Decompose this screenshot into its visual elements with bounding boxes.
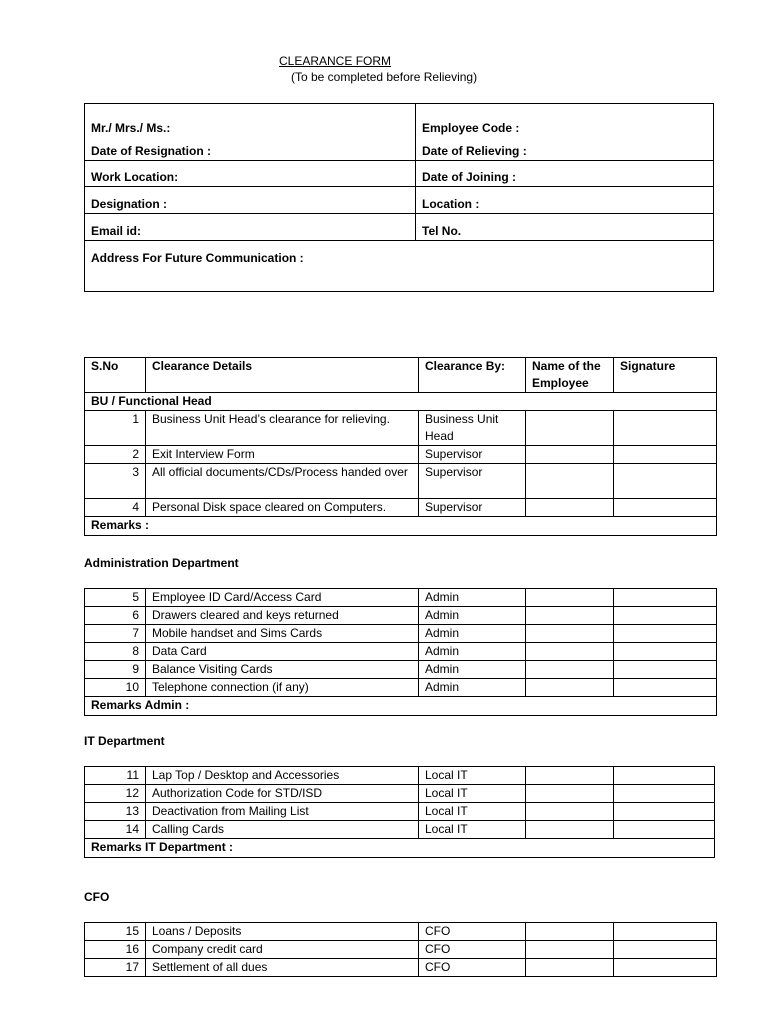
signature-cell[interactable] [614, 803, 715, 821]
row-by: Local IT [419, 821, 526, 839]
date-of-relieving-field[interactable]: Date of Relieving : [416, 137, 714, 161]
admin-clearance-table [84, 588, 717, 716]
row-details: Authorization Code for STD/ISD [146, 785, 419, 803]
table-row [85, 607, 717, 625]
row-sno: 6 [85, 607, 146, 625]
employee-name-cell[interactable] [526, 464, 614, 499]
row-by: Local IT [419, 803, 526, 821]
bu-remarks[interactable]: Remarks : [85, 517, 717, 536]
cfo-clearance-table [84, 922, 717, 977]
tel-field[interactable]: Tel No. [416, 214, 714, 241]
row-sno: 3 [85, 464, 146, 499]
row-by: Business Unit Head [419, 411, 526, 446]
signature-cell[interactable] [614, 589, 717, 607]
location-field[interactable]: Location : [416, 187, 714, 214]
table-row [85, 923, 717, 941]
form-title: CLEARANCE FORM [279, 54, 392, 68]
employee-name-cell[interactable] [526, 607, 614, 625]
table-row [85, 941, 717, 959]
signature-cell[interactable] [614, 767, 715, 785]
cfo-heading: CFO [84, 890, 110, 904]
table-row [85, 643, 717, 661]
designation-field[interactable]: Designation : [85, 187, 416, 214]
work-location-field[interactable]: Work Location: [85, 161, 416, 187]
table-row [85, 803, 715, 821]
employee-code-field[interactable]: Employee Code : [416, 104, 714, 138]
signature-cell[interactable] [614, 446, 717, 464]
row-by: Admin [419, 625, 526, 643]
table-row [85, 625, 717, 643]
row-by: Admin [419, 643, 526, 661]
signature-cell[interactable] [614, 941, 717, 959]
employee-name-cell[interactable] [526, 661, 614, 679]
employee-name-cell[interactable] [526, 941, 614, 959]
signature-cell[interactable] [614, 679, 717, 697]
employee-info-table [84, 103, 714, 292]
row-details: Calling Cards [146, 821, 419, 839]
name-field[interactable]: Mr./ Mrs./ Ms.: [85, 104, 416, 138]
table-row [85, 785, 715, 803]
col-details: Clearance Details [146, 358, 419, 393]
employee-name-cell[interactable] [526, 625, 614, 643]
employee-name-cell[interactable] [526, 499, 614, 517]
employee-name-cell[interactable] [526, 803, 614, 821]
row-details: Data Card [146, 643, 419, 661]
table-row [85, 499, 717, 517]
employee-name-cell[interactable] [526, 767, 614, 785]
row-details: Mobile handset and Sims Cards [146, 625, 419, 643]
email-field[interactable]: Email id: [85, 214, 416, 241]
row-by: CFO [419, 941, 526, 959]
signature-cell[interactable] [614, 959, 717, 977]
table-row [85, 679, 717, 697]
date-of-resignation-field[interactable]: Date of Resignation : [85, 137, 416, 161]
signature-cell[interactable] [614, 643, 717, 661]
it-remarks[interactable]: Remarks IT Department : [85, 839, 715, 858]
col-employee-name: Name of the Employee [526, 358, 614, 393]
signature-cell[interactable] [614, 785, 715, 803]
row-by: CFO [419, 923, 526, 941]
row-sno: 14 [85, 821, 146, 839]
employee-name-cell[interactable] [526, 821, 614, 839]
row-details: Employee ID Card/Access Card [146, 589, 419, 607]
row-details: Exit Interview Form [146, 446, 419, 464]
employee-name-cell[interactable] [526, 923, 614, 941]
row-by: Local IT [419, 767, 526, 785]
bu-clearance-table [84, 357, 717, 536]
row-by: CFO [419, 959, 526, 977]
col-sno: S.No [85, 358, 146, 393]
signature-cell[interactable] [614, 411, 717, 446]
table-row [85, 589, 717, 607]
row-details: Drawers cleared and keys returned [146, 607, 419, 625]
bu-heading: BU / Functional Head [85, 393, 717, 411]
row-by: Admin [419, 607, 526, 625]
row-sno: 1 [85, 411, 146, 446]
signature-cell[interactable] [614, 661, 717, 679]
row-details: Personal Disk space cleared on Computers. [146, 499, 419, 517]
row-by: Supervisor [419, 499, 526, 517]
address-field[interactable]: Address For Future Communication : [85, 241, 714, 292]
signature-cell[interactable] [614, 923, 717, 941]
row-sno: 10 [85, 679, 146, 697]
row-details: Telephone connection (if any) [146, 679, 419, 697]
signature-cell[interactable] [614, 607, 717, 625]
row-details: Balance Visiting Cards [146, 661, 419, 679]
col-signature: Signature [614, 358, 717, 393]
table-row [85, 821, 715, 839]
signature-cell[interactable] [614, 821, 715, 839]
table-row [85, 411, 717, 446]
row-sno: 5 [85, 589, 146, 607]
row-by: Admin [419, 679, 526, 697]
row-details: Loans / Deposits [146, 923, 419, 941]
employee-name-cell[interactable] [526, 643, 614, 661]
it-clearance-table [84, 766, 715, 858]
row-details: Company credit card [146, 941, 419, 959]
table-row [85, 767, 715, 785]
form-subtitle: (To be completed before Relieving) [291, 70, 478, 84]
row-by: Supervisor [419, 446, 526, 464]
employee-name-cell[interactable] [526, 679, 614, 697]
row-sno: 13 [85, 803, 146, 821]
row-sno: 7 [85, 625, 146, 643]
table-row [85, 446, 717, 464]
row-details: Business Unit Head’s clearance for relieving. [146, 411, 419, 446]
row-sno: 11 [85, 767, 146, 785]
employee-name-cell[interactable] [526, 411, 614, 446]
date-of-joining-field[interactable]: Date of Joining : [416, 161, 714, 187]
row-sno: 9 [85, 661, 146, 679]
row-details: All official documents/CDs/Process handed over [146, 464, 419, 499]
row-sno: 12 [85, 785, 146, 803]
row-details: Settlement of all dues [146, 959, 419, 977]
employee-name-cell[interactable] [526, 959, 614, 977]
signature-cell[interactable] [614, 464, 717, 499]
row-details: Deactivation from Mailing List [146, 803, 419, 821]
row-sno: 16 [85, 941, 146, 959]
it-heading: IT Department [84, 734, 165, 748]
row-sno: 15 [85, 923, 146, 941]
col-by: Clearance By: [419, 358, 526, 393]
row-by: Admin [419, 661, 526, 679]
employee-name-cell[interactable] [526, 446, 614, 464]
row-sno: 2 [85, 446, 146, 464]
table-row [85, 661, 717, 679]
admin-heading: Administration Department [84, 556, 239, 570]
table-row [85, 464, 717, 499]
admin-remarks[interactable]: Remarks Admin : [85, 697, 717, 716]
row-details: Lap Top / Desktop and Accessories [146, 767, 419, 785]
employee-name-cell[interactable] [526, 589, 614, 607]
row-sno: 4 [85, 499, 146, 517]
table-header-row [85, 358, 717, 393]
row-by: Supervisor [419, 464, 526, 499]
row-by: Local IT [419, 785, 526, 803]
signature-cell[interactable] [614, 499, 717, 517]
signature-cell[interactable] [614, 625, 717, 643]
row-sno: 8 [85, 643, 146, 661]
row-by: Admin [419, 589, 526, 607]
row-sno: 17 [85, 959, 146, 977]
employee-name-cell[interactable] [526, 785, 614, 803]
table-row [85, 959, 717, 977]
